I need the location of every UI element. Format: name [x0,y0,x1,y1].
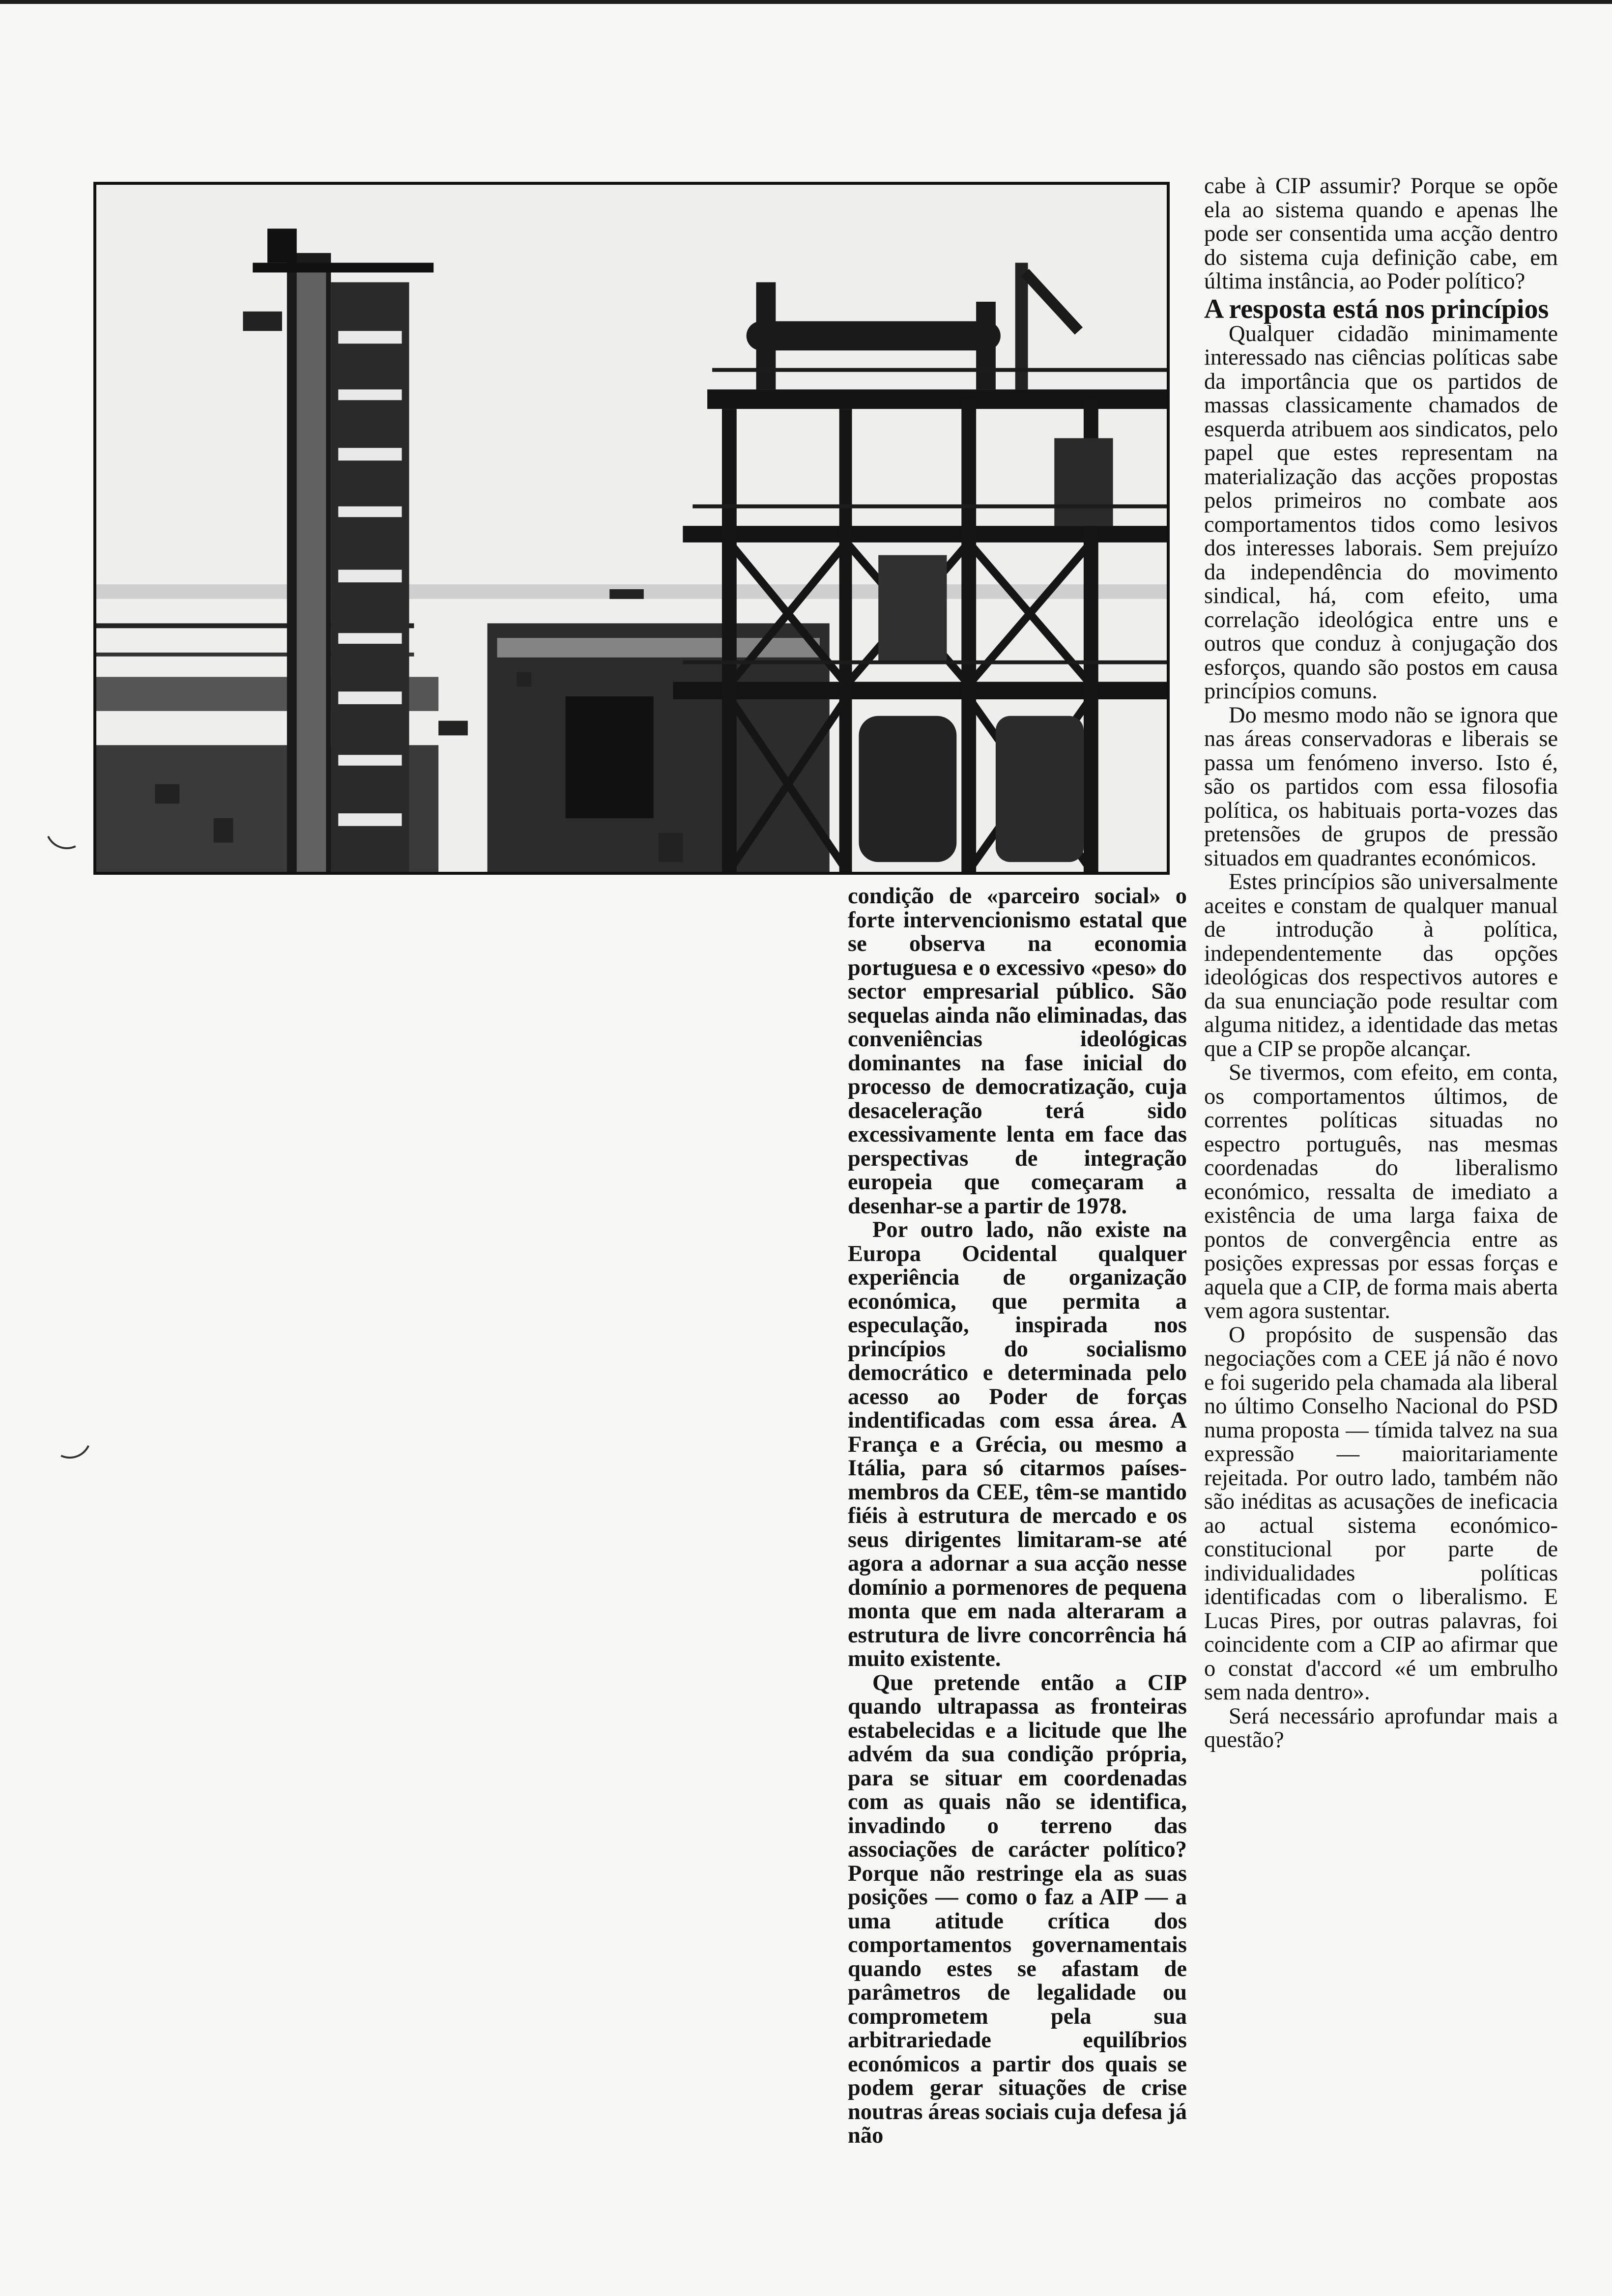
page-top-rule [0,0,1612,4]
industrial-plant-photo [93,182,1170,875]
article-paragraph: Se tivermos, com efeito, em conta, os comportamentos últimos, de correntes políticas situadas no espectro português, nas mesmas coordenadas do liberalismo económico, ressalta de imediato a existência de uma larga faixa de pontos de convergência entre as posições expressas por essas forças e aquela que a CIP, de forma mais aberta vem agora sustentar. [1204,1060,1558,1323]
article-paragraph: Estes princípios são universalmente aceites e constam de qualquer manual de introdução à política, independentemente das opções ideológicas dos respectivos autores e da sua enunciação pode resultar com alguma nitidez, a identidade das metas que a CIP se propõe alcançar. [1204,869,1558,1062]
article-paragraph: cabe à CIP assumir? Porque se opõe ela ao sistema quando e apenas lhe pode ser consentida uma acção dentro do sistema cuja definição cabe, em última instância, ao Poder político? [1204,173,1558,294]
binder-hole-mark [42,1409,98,1465]
article-paragraph: Será necessário aprofundar mais a questão? [1204,1703,1558,1752]
article-paragraph: O propósito de suspensão das negociações com a CEE já não é novo e foi sugerido pela chamada ala liberal no último Conselho Nacional do PSD numa proposta — tímida talvez na sua expressão — maioritariamente rejeitada. Por outro lado, também não são inéditas as acusações de ineficacia ao actual sistema económico-constitucional por parte de individualidades políticas identificadas com o liberalismo. E Lucas Pires, por outras palavras, foi coincidente com a CIP ao afirmar que o constat d'accord «é um embrulho sem nada dentro». [1204,1322,1558,1705]
article-paragraph: Qualquer cidadão minimamente interessado nas ciências políticas sabe da importância que os partidos de massas classicamente chamados de esquerda atribuem aos sindicatos, pelo papel que estes representam na materialização das acções propostas pelos primeiros no combate aos comportamentos tidos como lesivos dos interesses laborais. Sem prejuízo da independência do movimento sindical, há, com efeito, uma correlação ideológica entre uns e outros que conduz à conjugação dos esforços, quando são postos em causa princípios comuns. [1204,321,1558,704]
section-heading: A resposta está nos princípios [1204,293,1549,324]
binder-hole-mark [39,800,95,856]
article-paragraph: condição de «parceiro social» o forte intervencionismo estatal que se observa na economia portuguesa e o excessivo «peso» do sector empresarial público. São sequelas ainda não eliminadas, das conveniências ideológicas dominantes na fase inicial do processo de democratização, cuja desaceleração terá sido excessivamente lenta em face das perspectivas de integração europeia que começaram a desenhar-se a partir de 1978. [848,884,1187,1219]
right-article-column [1204,174,1558,1752]
article-paragraph: Que pretende então a CIP quando ultrapassa as fronteiras estabelecidas e a licitude que lhe advém da sua condição própria, para se situar em coordenadas com as quais não se identifica, invadindo o terreno das associações de carácter político? Porque não restringe ela as suas posições — como o faz a AIP — a uma atitude crítica dos comportamentos governamentais quando estes se afastam de parâmetros de legalidade ou comprometem pela sua arbitrariedade equilíbrios económicos a partir dos quais se podem gerar situações de crise noutras áreas sociais cuja defesa já não [848,1670,1187,2148]
article-paragraph: Por outro lado, não existe na Europa Ocidental qualquer experiência de organização económica, que permita a especulação, inspirada nos princípios do socialismo democrático e determinada pelo acesso ao Poder de forças indentificadas com essa área. A França e a Grécia, ou mesmo a Itália, para só citarmos países-membros da CEE, têm-se mantido fiéis à estrutura de mercado e os seus dirigentes limitaram-se até agora a adornar a sua acção nesse domínio a pormenores de pequena monta que em nada alteraram a estrutura de livre concorrência há muito existente. [848,1217,1187,1671]
middle-article-column [848,885,1187,2148]
article-paragraph: Do mesmo modo não se ignora que nas áreas conservadoras e liberais se passa um fenómeno inverso. Isto é, são os partidos com essa filosofia política, os habituais porta-vozes das pretensões de grupos de pressão situados em quadrantes económicos. [1204,702,1558,871]
